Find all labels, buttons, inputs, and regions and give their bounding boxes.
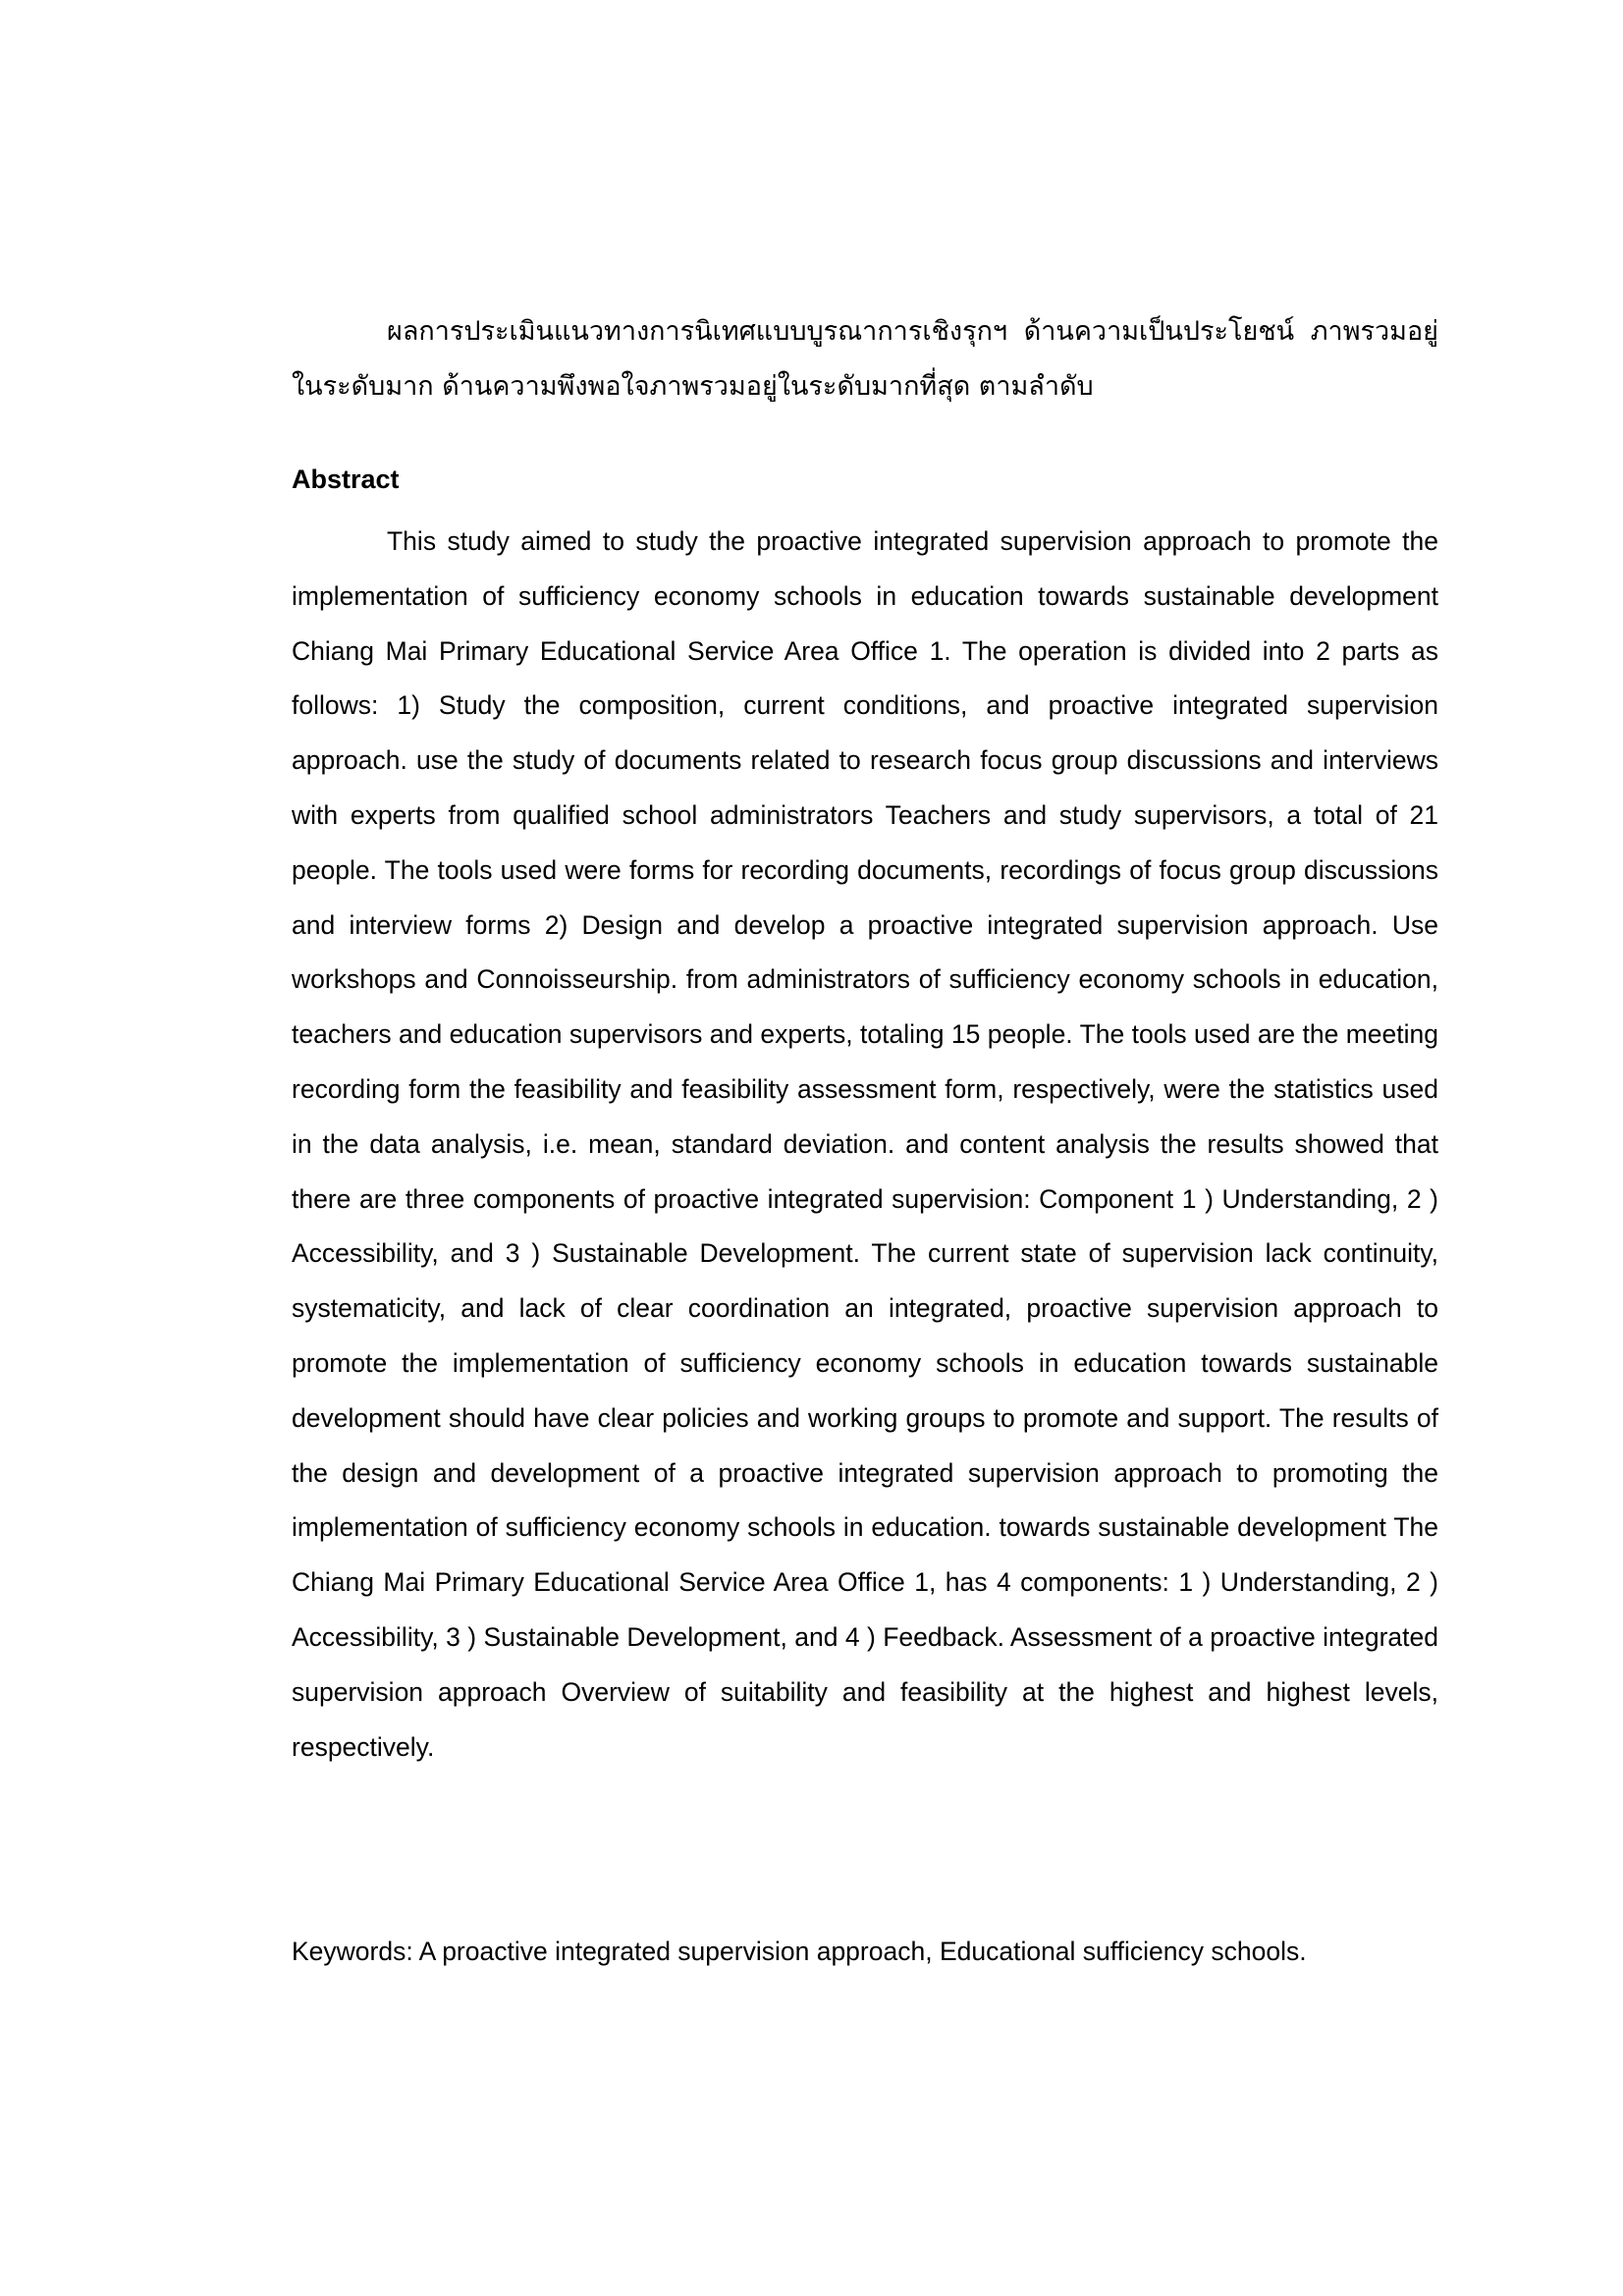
abstract-heading: Abstract — [292, 465, 400, 494]
thai-summary-paragraph: ผลการประเมินแนวทางการนิเทศแบบบูรณาการเชิงรุกฯ ด้านความเป็นประโยชน์ ภาพรวมอยู่ในระดับมาก ด้านความพึงพอใจภาพรวมอยู่ในระดับมากที่สุด ตามลำดับ — [292, 316, 1438, 402]
keywords-line: Keywords: A proactive integrated supervision approach, Educational sufficiency schools. — [292, 1937, 1307, 1966]
abstract-body: This study aimed to study the proactive integrated supervision approach to promote the implementation of sufficiency economy schools in education towards sustainable development Chiang Mai Primary Educational Service Area Office 1. The operation is divided into 2 parts as follows: 1) Study the composition, current conditions, and proactive integrated supervision approach. use the study of documents related to research focus group discussions and interviews with experts from qualified school administrators Teachers and study supervisors, a total of 21 people. The tools used were forms for recording documents, recordings of focus group discussions and interview forms 2) Design and develop a proactive integrated supervision approach. Use workshops and Connoisseurship. from administrators of sufficiency economy schools in education, teachers and education supervisors and experts, totaling 15 people. The tools used are the meeting recording form the feasibility and feasibility assessment form, respectively, were the statistics used in the data analysis, i.e. mean, standard deviation. and content analysis the results showed that there are three components of proactive integrated supervision: Component 1 ) Understanding, 2 ) Accessibility, and 3 ) Sustainable Development. The current state of supervision lack continuity, systematicity, and lack of clear coordination an integrated, proactive supervision approach to promote the implementation of sufficiency economy schools in education towards sustainable development should have clear policies and working groups to promote and support. The results of the design and development of a proactive integrated supervision approach to promoting the implementation of sufficiency economy schools in education. towards sustainable development The Chiang Mai Primary Educational Service Area Office 1, has 4 components: 1 ) Understanding, 2 ) Accessibility, 3 ) Sustainable Development, and 4 ) Feedback. Assessment of a proactive integrated supervision approach Overview of suitability and feasibility at the highest and highest levels, respectively. — [292, 526, 1438, 1762]
